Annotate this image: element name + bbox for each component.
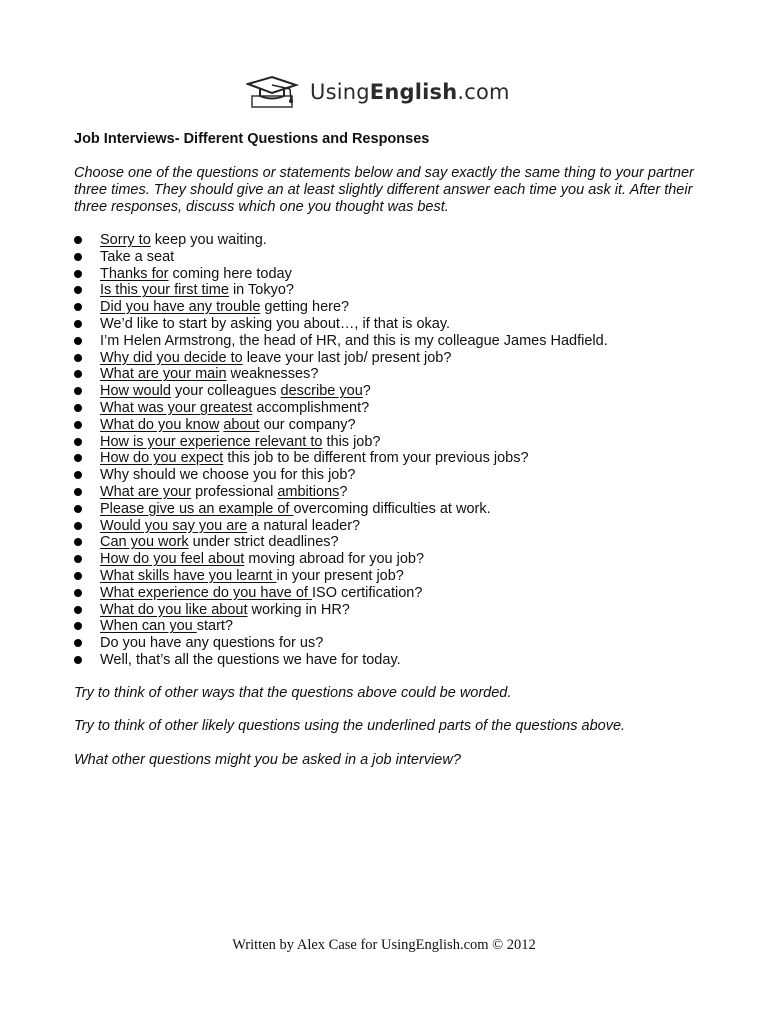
underlined-phrase: Did you have any trouble — [100, 299, 261, 316]
question-item — [74, 366, 608, 383]
underlined-phrase: How would — [100, 383, 171, 400]
question-item — [74, 585, 608, 602]
question-text: professional — [191, 483, 278, 500]
underlined-phrase: How is your experience relevant to — [100, 433, 323, 450]
question-text: Do you have any questions for us? — [100, 635, 324, 652]
site-logo — [246, 72, 510, 112]
question-item — [74, 602, 608, 619]
question-item — [74, 501, 608, 518]
question-text: in your present job? — [276, 567, 404, 584]
question-item — [74, 299, 608, 316]
underlined-phrase: What was your greatest — [100, 399, 253, 416]
underlined-phrase: Can you work — [100, 534, 189, 551]
question-text: moving abroad for you job? — [244, 551, 425, 568]
question-text: keep you waiting. — [150, 232, 267, 248]
question-item — [74, 417, 608, 434]
prompt-other-questions: What other questions might you be asked in a job interview? — [74, 752, 461, 768]
question-item — [74, 282, 608, 299]
question-text: weaknesses? — [226, 366, 319, 383]
question-text: this job to be different from your previous jobs? — [223, 450, 529, 467]
question-text: We’d like to start by asking you about…, if that is okay. — [100, 315, 451, 332]
underlined-phrase: What experience do you have of — [100, 584, 312, 601]
underlined-phrase: Please give us an example of — [100, 500, 294, 517]
question-item — [74, 249, 608, 266]
underlined-phrase: When can you — [100, 618, 197, 635]
question-text: under strict deadlines? — [188, 534, 339, 551]
question-text: a natural leader? — [247, 517, 361, 534]
question-text: coming here today — [168, 265, 292, 282]
question-text: working in HR? — [247, 601, 350, 618]
question-text: getting here? — [260, 299, 350, 316]
question-text: I’m Helen Armstrong, the head of HR, and this is my colleague James Hadfield. — [100, 332, 608, 349]
question-item — [74, 350, 608, 367]
question-item — [74, 652, 608, 669]
question-item — [74, 316, 608, 333]
prompt-underlined: Try to think of other likely questions using the underlined parts of the questions above. — [74, 718, 626, 734]
underlined-phrase: describe you — [280, 383, 363, 400]
underlined-phrase: Thanks for — [100, 265, 169, 282]
question-item — [74, 383, 608, 400]
underlined-phrase: Why did you decide to — [100, 349, 243, 366]
graduation-cap-icon — [246, 74, 300, 110]
underlined-phrase: What are your main — [100, 366, 227, 383]
question-text: Why should we choose you for this job? — [100, 467, 356, 484]
underlined-phrase: about — [223, 416, 260, 433]
question-item — [74, 467, 608, 484]
question-text: Well, that’s all the questions we have for today. — [100, 651, 401, 668]
question-item — [74, 618, 608, 635]
question-item — [74, 635, 608, 652]
question-item — [74, 434, 608, 451]
question-item — [74, 232, 608, 249]
underlined-phrase: Is this your first time — [100, 282, 229, 299]
question-item — [74, 333, 608, 350]
underlined-phrase: Sorry to — [100, 232, 151, 248]
underlined-phrase: How do you feel about — [100, 551, 245, 568]
question-text: leave your last job/ present job? — [242, 349, 452, 366]
question-text: Take a seat — [100, 248, 175, 265]
question-item — [74, 568, 608, 585]
underlined-phrase: What do you know — [100, 416, 220, 433]
question-text: ? — [339, 483, 348, 500]
footer-credit: Written by Alex Case for UsingEnglish.com © 2012 — [232, 937, 536, 953]
underlined-phrase: Would you say you are — [100, 517, 248, 534]
question-item — [74, 551, 608, 568]
question-item — [74, 484, 608, 501]
underlined-phrase: What do you like about — [100, 601, 248, 618]
underlined-phrase: What are your — [100, 483, 192, 500]
question-item — [74, 534, 608, 551]
question-text: ISO certification? — [312, 584, 423, 601]
question-text: in Tokyo? — [228, 282, 294, 299]
question-list — [74, 232, 608, 669]
question-text: accomplishment? — [252, 399, 370, 416]
question-text: our company? — [259, 416, 356, 433]
question-text: this job? — [322, 433, 381, 450]
underlined-phrase: How do you expect — [100, 450, 224, 467]
question-item — [74, 518, 608, 535]
logo-text: UsingEnglish.com — [310, 80, 510, 104]
question-text: your colleagues — [170, 383, 281, 400]
question-text: ? — [362, 383, 371, 400]
question-item — [74, 450, 608, 467]
underlined-phrase: ambitions — [277, 483, 340, 500]
prompt-reword: Try to think of other ways that the questions above could be worded. — [74, 685, 512, 701]
document-title: Job Interviews- Different Questions and Responses — [74, 131, 430, 147]
underlined-phrase: What skills have you learnt — [100, 567, 277, 584]
question-item — [74, 266, 608, 283]
question-item — [74, 400, 608, 417]
question-text: start? — [196, 618, 233, 635]
question-text: overcoming difficulties at work. — [293, 500, 491, 517]
instructions-paragraph: Choose one of the questions or statements below and say exactly the same thing to your partner three times. They should give an at least slightly different answer each time you ask it. After their three responses, discuss which one you thought was best. — [74, 165, 694, 215]
